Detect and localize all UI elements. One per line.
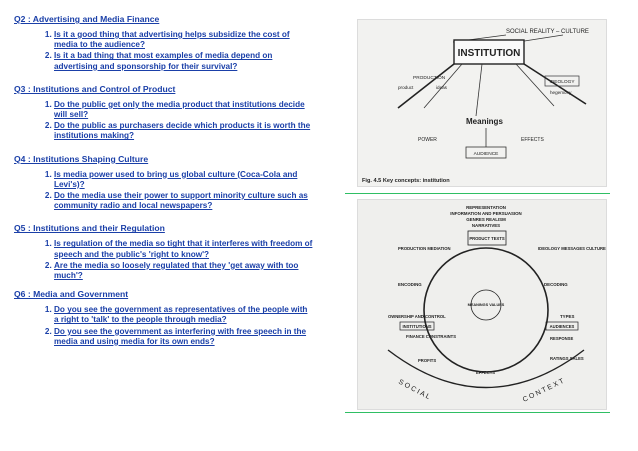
question-list (14, 100, 314, 142)
hegemony-label: hegemony (550, 90, 572, 95)
institution-diagram-panel (345, 13, 610, 194)
questions-column (14, 14, 314, 348)
top-line-4: NARRATIVES (471, 223, 501, 228)
section-title: Q3 : Institutions and Control of Product (14, 83, 176, 94)
production-mediation-label: PRODUCTION MEDIATION (398, 246, 451, 251)
section-title: Q6 : Media and Government (14, 289, 129, 300)
section-q5 (14, 223, 314, 281)
question-item: 2. Is it a bad thing that most examples of media depend on advertising and sponsorship for their survival? (54, 51, 314, 71)
section-title: Q4 : Institutions Shaping Culture (14, 153, 149, 164)
effects-label: EFFECTS (521, 137, 544, 143)
question-item: 2. Do the public as purchasers decide which products it is worth the institutions making? (54, 121, 314, 141)
production-label: PRODUCTION (413, 76, 446, 81)
finance-label: FINANCE CONSTRAINTS (406, 334, 457, 339)
ideas-label: ideas (436, 85, 447, 90)
product-label: product (398, 85, 414, 90)
ownership-label: OWNERSHIP AND CONTROL (388, 314, 446, 319)
top-line-1: REPRESENTATION (466, 205, 506, 210)
question-item: 2. Do the media use their power to support minority culture such as community radio and local newspapers? (54, 191, 314, 211)
cycle-circle (424, 248, 548, 372)
institution-diagram (358, 20, 608, 186)
top-line-2: INFORMATION AND PERSUASION (450, 211, 522, 216)
product-texts-label: PRODUCT TEXTS (469, 236, 505, 241)
institution-label: INSTITUTION (457, 48, 521, 59)
social-reality-label: SOCIAL REALITY – CULTURE (506, 29, 589, 35)
response-label: RESPONSE (550, 336, 574, 341)
section-title: Q2 : Advertising and Media Finance (14, 14, 160, 24)
ideology-messages-label: IDEOLOGY MESSAGES CULTURE (538, 246, 606, 251)
context-label: C O N T E X T (521, 377, 566, 404)
encoding-label: ENCODING (398, 282, 422, 287)
media-cycle-diagram (358, 200, 608, 410)
meanings-label: Meanings (466, 117, 503, 126)
power-label: POWER (418, 137, 437, 143)
section-title: Q5 : Institutions and their Regulation (14, 223, 165, 234)
profits-label: PROFITS (418, 358, 437, 363)
question-item: 2. Are the media so loosely regulated that they 'get away with too much'? (54, 261, 314, 281)
institutions-label: INSTITUTIONS (402, 324, 432, 329)
question-list (14, 239, 314, 281)
audiences-label: AUDIENCES (549, 324, 575, 329)
social-label: S O C I A L (397, 378, 431, 402)
meanings-values-label: MEANINGS VALUES (467, 303, 505, 307)
types-label: TYPES (560, 314, 575, 319)
decoding-label: DECODING (544, 282, 568, 287)
section-q4 (14, 154, 314, 212)
figure-caption: Fig. 4.5 Key concepts: institution (362, 178, 450, 184)
institution-diagram-photo (357, 19, 607, 187)
question-item: 1. Do you see the government as representatives of the people with a right to 'talk' to the people through media? (54, 305, 314, 325)
ratings-label: RATINGS SALES (550, 356, 584, 361)
question-item: 1. Is media power used to bring us global culture (Coca-Cola and Levi's)? (54, 170, 314, 190)
question-list (14, 305, 314, 347)
question-item: 1. Is regulation of the media so tight that it interferes with freedom of speech and the public's 'right to know'? (54, 239, 314, 259)
section-q3 (14, 84, 314, 142)
audience-label: AUDIENCE (473, 152, 499, 157)
question-item: 1. Is it a good thing that advertising helps subsidize the cost of media to the audience? (54, 30, 314, 50)
media-cycle-diagram-photo (357, 199, 607, 410)
media-cycle-diagram-panel (345, 195, 610, 413)
section-q2 (14, 14, 314, 72)
question-item: 1. Do the public get only the media product that institutions decide will sell? (54, 100, 314, 120)
ideology-label: IDEOLOGY (549, 80, 575, 85)
question-item: 2. Do you see the government as interfering with free speech in the media and using media for its own ends? (54, 327, 314, 347)
question-list (14, 30, 314, 72)
top-line-3: GENRES REALISM (466, 217, 506, 222)
effects-label: EFFECTS (476, 370, 496, 375)
section-q6 (14, 289, 314, 347)
question-list (14, 170, 314, 212)
